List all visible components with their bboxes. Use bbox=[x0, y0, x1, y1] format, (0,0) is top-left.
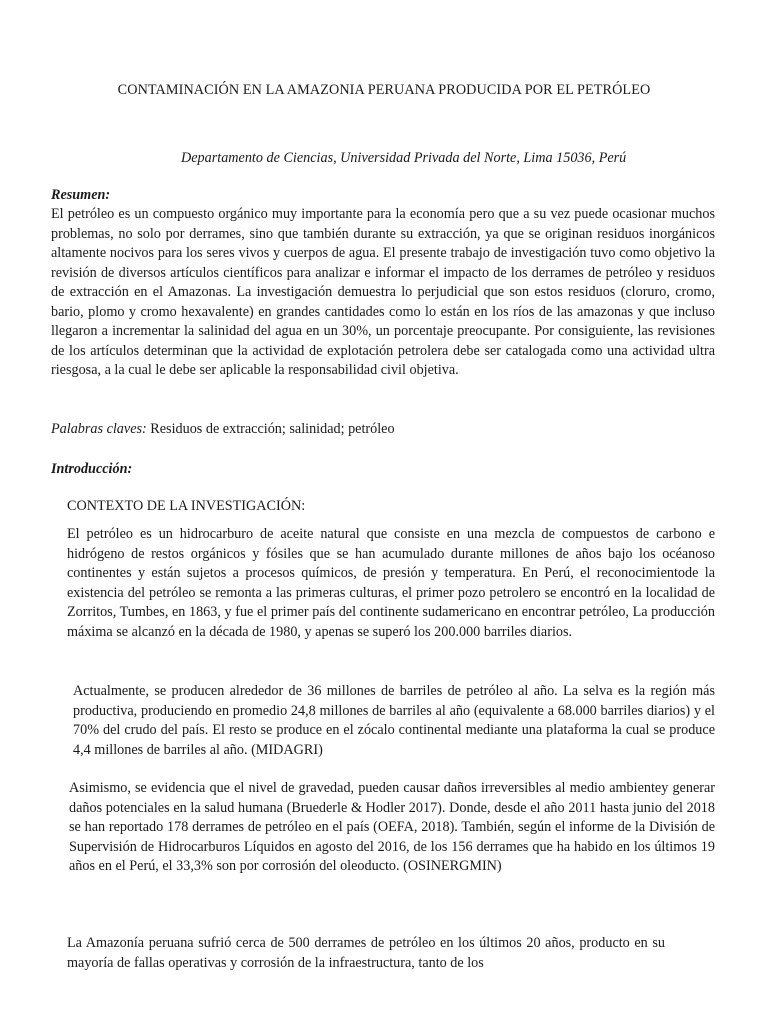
intro-paragraph-4: La Amazonía peruana sufrió cerca de 500 derrames de petróleo en los últimos 20 años, producto en su mayoría de fallas operativas y corrosión de la infraestructura, tanto de los bbox=[67, 935, 665, 971]
abstract-heading: Resumen: bbox=[51, 187, 111, 203]
intro-paragraph-3: Asimismo, se evidencia que el nivel de gravedad, pueden causar daños irreversibles al medio ambientey generar daños potenciales en la salud humana (Bruederle & Hodler 2017). Donde, desde el año 2011 hasta junio del 2018 se han reportado 178 derrames de petróleo en el país (OEFA, 2018). También, según el informe de la División de Supervisión de Hidrocarburos Líquidos en agosto del 2016, de los 156 derrames que ha habido en los últimos 19 años en el Perú, el 33,3% son por corrosión del oleoducto. (OSINERGMIN) bbox=[69, 780, 715, 874]
keywords-line bbox=[51, 420, 715, 440]
introduction-heading: Introducción: bbox=[51, 461, 133, 477]
context-heading: CONTEXTO DE LA INVESTIGACIÓN: bbox=[67, 498, 306, 514]
document-title: CONTAMINACIÓN EN LA AMAZONIA PERUANA PRODUCIDA POR EL PETRÓLEO bbox=[117, 82, 651, 98]
intro-paragraph-2: Actualmente, se producen alrededor de 36 millones de barriles de petróleo al año. La selva es la región más productiva, produciendo en promedio 24,8 millones de barriles al año (equivalente a 68.000 barriles diarios) y el 70% del crudo del país. El resto se produce en el zócalo continental mediante una plataforma la cual se produce 4,4 millones de barriles al año. (MIDAGRI) bbox=[73, 683, 715, 758]
keywords-value: Residuos de extracción; salinidad; petróleo bbox=[150, 421, 395, 437]
abstract-body: El petróleo es un compuesto orgánico muy importante para la economía pero que a su vez puede ocasionar muchos problemas, no solo por derrames, sino que también durante su extracción, ya que se originan residuos inorgánicos altamente nocivos para los seres vivos y cuerpos de agua. El presente trabajo de investigación tuvo como objetivo la revisión de diversos artículos científicos para analizar e informar el impacto de los derrames de petróleo y residuos de extracción en el Amazonas. La investigación demuestra lo perjudicial que son estos residuos (cloruro, cromo, bario, plomo y cromo hexavalente) en grandes cantidades como lo están en los ríos de las amazonas y que incluso llegaron a incrementar la salinidad del agua en un 30%, un porcentaje preocupante. Por consiguiente, las revisiones de los artículos determinan que la actividad de explotación petrolera debe ser catalogada como una actividad ultra riesgosa, a la cual le debe ser aplicable la responsabilidad civil objetiva. bbox=[51, 206, 715, 378]
intro-paragraph-1: El petróleo es un hidrocarburo de aceite natural que consiste en una mezcla de compuestos de carbono e hidrógeno de restos orgánicos y fósiles que se han acumulado durante millones de años bajo los océanoso continentes y están sujetos a procesos químicos, de presión y temperatura. En Perú, el reconocimientode la existencia del petróleo se remonta a las primeras culturas, el primer pozo petrolero se encontró en la localidad de Zorritos, Tumbes, en 1863, y fue el primer país del continente sudamericano en encontrar petróleo, La producción máxima se alcanzó en la década de 1980, y apenas se superó los 200.000 barriles diarios. bbox=[67, 526, 715, 640]
author-affiliation: Departamento de Ciencias, Universidad Privada del Norte, Lima 15036, Perú bbox=[181, 150, 627, 166]
keywords-label: Palabras claves: bbox=[51, 421, 147, 437]
